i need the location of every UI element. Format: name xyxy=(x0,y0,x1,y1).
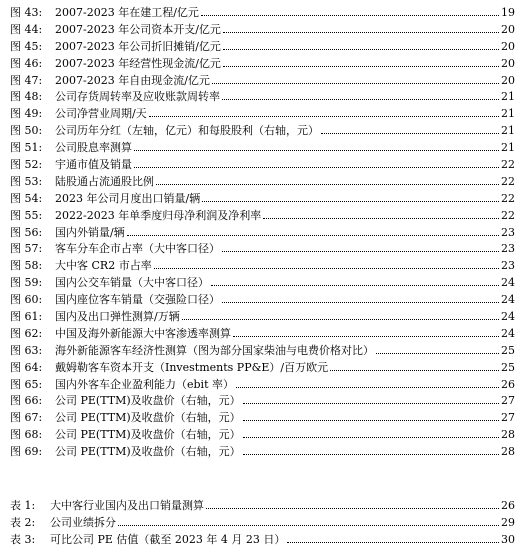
dot-leader xyxy=(236,387,499,388)
table-of-figures xyxy=(10,5,515,549)
entry-label: 图 67: xyxy=(10,411,43,425)
entry-label: 图 60: xyxy=(10,293,43,307)
dot-leader xyxy=(223,66,499,67)
toc-entry[interactable] xyxy=(10,5,515,22)
entry-page-number: 20 xyxy=(501,39,515,53)
entry-page-number: 20 xyxy=(501,56,515,70)
entry-page-number: 23 xyxy=(501,259,515,273)
entry-page-number: 20 xyxy=(501,73,515,87)
entry-label: 图 66: xyxy=(10,394,43,408)
toc-entry[interactable] xyxy=(10,39,515,56)
toc-entry[interactable] xyxy=(10,275,515,292)
entry-page-number: 21 xyxy=(501,124,515,138)
toc-entry[interactable] xyxy=(10,427,515,444)
dot-leader xyxy=(134,150,499,151)
dot-leader xyxy=(202,201,499,202)
dot-leader xyxy=(149,116,499,117)
entry-title: 2007-2023 年公司资本开支/亿元 xyxy=(55,22,221,36)
entry-label: 图 61: xyxy=(10,310,43,324)
entry-title: 2022-2023 年单季度归母净利润及净利率 xyxy=(55,208,262,222)
entry-page-number: 27 xyxy=(501,394,515,408)
entry-page-number: 26 xyxy=(501,377,515,391)
dot-leader xyxy=(211,285,499,286)
dot-leader xyxy=(287,542,499,543)
toc-entry[interactable] xyxy=(10,106,515,123)
toc-entry[interactable] xyxy=(10,393,515,410)
entry-title: 公司 PE(TTM)及收盘价（右轴，元） xyxy=(55,445,241,459)
toc-entry[interactable] xyxy=(10,208,515,225)
entry-page-number: 29 xyxy=(501,515,515,529)
entry-page-number: 26 xyxy=(501,499,515,513)
entry-label: 图 58: xyxy=(10,259,43,273)
dot-leader xyxy=(127,235,499,236)
entry-page-number: 24 xyxy=(501,310,515,324)
entry-page-number: 23 xyxy=(501,225,515,239)
dot-leader xyxy=(223,32,499,33)
dot-leader xyxy=(118,525,499,526)
entry-page-number: 25 xyxy=(501,360,515,374)
dot-leader xyxy=(201,15,499,16)
entry-title: 陆股通占流通股比例 xyxy=(55,174,154,188)
entry-page-number: 21 xyxy=(501,107,515,121)
entry-title: 戴姆勒客车资本开支（Investments PP&E）/百万欧元 xyxy=(55,360,329,374)
entry-title: 公司股息率测算 xyxy=(55,141,132,155)
entry-page-number: 21 xyxy=(501,90,515,104)
dot-leader xyxy=(156,184,499,185)
toc-entry[interactable] xyxy=(10,73,515,90)
entry-page-number: 30 xyxy=(501,532,515,546)
entry-label: 图 62: xyxy=(10,326,43,340)
entry-title: 2023 年公司月度出口销量/辆 xyxy=(55,191,201,205)
figure-list xyxy=(10,5,515,461)
toc-entry[interactable] xyxy=(10,410,515,427)
entry-label: 图 57: xyxy=(10,242,43,256)
dot-leader xyxy=(263,218,499,219)
dot-leader xyxy=(206,508,499,509)
entry-label: 图 55: xyxy=(10,208,43,222)
dot-leader xyxy=(212,83,499,84)
entry-title: 中国及海外新能源大中客渗透率测算 xyxy=(55,326,231,340)
section-gap xyxy=(10,461,515,498)
dot-leader xyxy=(233,336,499,337)
entry-title: 公司存货周转率及应收账款周转率 xyxy=(55,90,220,104)
entry-label: 表 3: xyxy=(10,532,36,546)
entry-page-number: 22 xyxy=(501,174,515,188)
entry-label: 图 54: xyxy=(10,191,43,205)
entry-page-number: 23 xyxy=(501,242,515,256)
dot-leader xyxy=(222,302,499,303)
entry-title: 公司 PE(TTM)及收盘价（右轴，元） xyxy=(55,394,241,408)
entry-label: 图 46: xyxy=(10,56,43,70)
entry-page-number: 22 xyxy=(501,191,515,205)
entry-label: 图 59: xyxy=(10,276,43,290)
entry-label: 图 64: xyxy=(10,360,43,374)
toc-entry[interactable] xyxy=(10,343,515,360)
entry-title: 公司 PE(TTM)及收盘价（右轴，元） xyxy=(55,428,241,442)
entry-page-number: 20 xyxy=(501,22,515,36)
entry-title: 客车分车企市占率（大中客口径） xyxy=(55,242,220,256)
entry-label: 图 47: xyxy=(10,73,43,87)
toc-entry[interactable] xyxy=(10,89,515,106)
dot-leader xyxy=(321,133,499,134)
entry-title: 公司净营业周期/天 xyxy=(55,107,147,121)
toc-entry[interactable] xyxy=(10,309,515,326)
entry-page-number: 22 xyxy=(501,208,515,222)
entry-page-number: 27 xyxy=(501,411,515,425)
dot-leader xyxy=(222,99,499,100)
entry-label: 表 2: xyxy=(10,515,36,529)
dot-leader xyxy=(182,319,499,320)
entry-title: 公司 PE(TTM)及收盘价（右轴，元） xyxy=(55,411,241,425)
toc-entry[interactable] xyxy=(10,56,515,73)
entry-title: 公司业绩拆分 xyxy=(50,515,116,529)
dot-leader xyxy=(376,353,499,354)
entry-title: 2007-2023 年自由现金流/亿元 xyxy=(55,73,210,87)
dot-leader xyxy=(222,251,499,252)
entry-label: 图 68: xyxy=(10,428,43,442)
entry-label: 图 63: xyxy=(10,343,43,357)
dot-leader xyxy=(243,403,499,404)
toc-entry[interactable] xyxy=(10,498,515,515)
entry-page-number: 19 xyxy=(501,6,515,19)
entry-label: 图 65: xyxy=(10,377,43,391)
entry-title: 可比公司 PE 估值（截至 2023 年 4 月 23 日） xyxy=(50,532,286,546)
toc-entry[interactable] xyxy=(10,292,515,309)
toc-entry[interactable] xyxy=(10,157,515,174)
entry-title: 宇通市值及销量 xyxy=(55,158,132,172)
dot-leader xyxy=(223,49,499,50)
entry-page-number: 21 xyxy=(501,141,515,155)
toc-entry[interactable] xyxy=(10,191,515,208)
entry-page-number: 28 xyxy=(501,445,515,459)
toc-entry[interactable] xyxy=(10,22,515,39)
toc-entry[interactable] xyxy=(10,241,515,258)
entry-page-number: 24 xyxy=(501,276,515,290)
entry-page-number: 24 xyxy=(501,293,515,307)
entry-title: 2007-2023 年经营性现金流/亿元 xyxy=(55,56,221,70)
entry-label: 图 51: xyxy=(10,141,43,155)
toc-entry[interactable] xyxy=(10,174,515,191)
entry-title: 国内及出口弹性测算/万辆 xyxy=(55,310,180,324)
entry-title: 国内外客车企业盈利能力（ebit 率） xyxy=(55,377,234,391)
entry-label: 图 52: xyxy=(10,158,43,172)
toc-entry[interactable] xyxy=(10,258,515,275)
entry-title: 2007-2023 年在建工程/亿元 xyxy=(55,6,199,19)
entry-label: 图 43: xyxy=(10,6,43,19)
entry-page-number: 25 xyxy=(501,343,515,357)
toc-entry[interactable] xyxy=(10,360,515,377)
dot-leader xyxy=(330,370,499,371)
toc-entry[interactable] xyxy=(10,532,515,549)
entry-label: 图 53: xyxy=(10,174,43,188)
entry-title: 2007-2023 年公司折旧摊销/亿元 xyxy=(55,39,221,53)
entry-title: 国内座位客车销量（交强险口径） xyxy=(55,293,220,307)
toc-entry[interactable] xyxy=(10,140,515,157)
dot-leader xyxy=(134,167,499,168)
dot-leader xyxy=(243,437,499,438)
entry-title: 公司历年分红（左轴，亿元）和每股股利（右轴，元） xyxy=(55,124,319,138)
toc-entry[interactable] xyxy=(10,225,515,242)
dot-leader xyxy=(243,454,499,455)
toc-entry[interactable] xyxy=(10,377,515,394)
entry-label: 表 1: xyxy=(10,499,36,513)
entry-label: 图 69: xyxy=(10,445,43,459)
entry-title: 海外新能源客车经济性测算（图为部分国家柴油与电费价格对比） xyxy=(55,343,374,357)
entry-label: 图 44: xyxy=(10,22,43,36)
toc-entry[interactable] xyxy=(10,444,515,461)
toc-entry[interactable] xyxy=(10,515,515,532)
entry-page-number: 24 xyxy=(501,326,515,340)
toc-entry[interactable] xyxy=(10,123,515,140)
entry-title: 大中客行业国内及出口销量测算 xyxy=(50,499,204,513)
entry-title: 国内公交车销量（大中客口径） xyxy=(55,276,209,290)
dot-leader xyxy=(243,420,499,421)
entry-title: 大中客 CR2 市占率 xyxy=(55,259,152,273)
entry-label: 图 50: xyxy=(10,124,43,138)
entry-label: 图 45: xyxy=(10,39,43,53)
entry-label: 图 49: xyxy=(10,107,43,121)
entry-label: 图 48: xyxy=(10,90,43,104)
table-list xyxy=(10,498,515,549)
entry-title: 国内外销量/辆 xyxy=(55,225,125,239)
entry-label: 图 56: xyxy=(10,225,43,239)
dot-leader xyxy=(154,268,499,269)
entry-page-number: 22 xyxy=(501,158,515,172)
entry-page-number: 28 xyxy=(501,428,515,442)
toc-entry[interactable] xyxy=(10,326,515,343)
